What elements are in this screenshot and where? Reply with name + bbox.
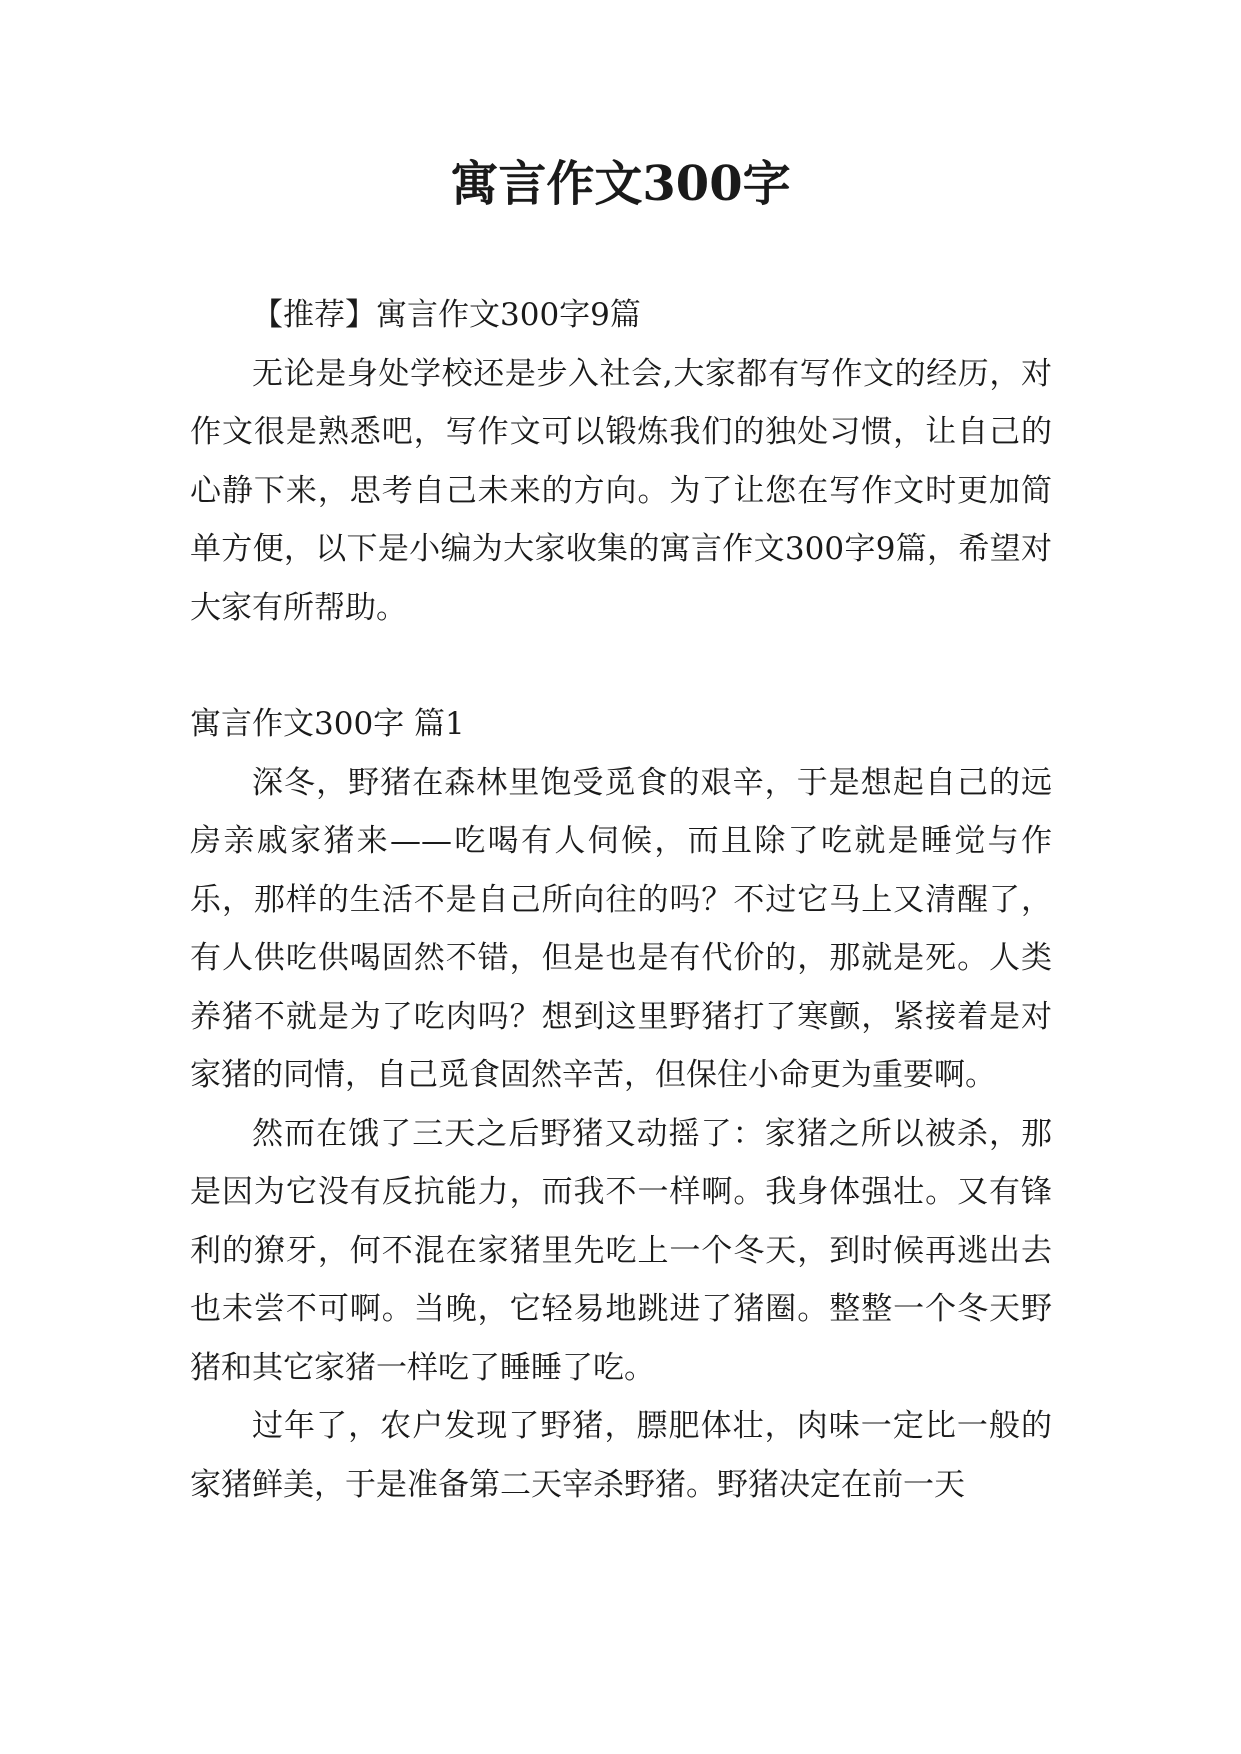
page-title: 寓言作文300字: [450, 156, 791, 212]
section-heading: 寓言作文300字 篇1: [190, 706, 465, 742]
body-paragraph-1: 深冬，野猪在森林里饱受觅食的艰辛，于是想起自己的远房亲戚家猪来——吃喝有人伺候，而且除了吃就是睡觉与作乐，那样的生活不是自己所向往的吗？不过它马上又清醒了，有人供吃供喝固然不错，但是也是有代价的，那就是死。人类养猪不就是为了吃肉吗？想到这里野猪打了寒颤，紧接着是对家猪的同情，自己觅食固然辛苦，但保住小命更为重要啊。: [190, 764, 1052, 1093]
body-paragraph-2: 然而在饿了三天之后野猪又动摇了：家猪之所以被杀，那是因为它没有反抗能力，而我不一样啊。我身体强壮。又有锋利的獠牙，何不混在家猪里先吃上一个冬天，到时候再逃出去也未尝不可啊。当晚，它轻易地跳进了猪圈。整整一个冬天野猪和其它家猪一样吃了睡睡了吃。: [190, 1115, 1052, 1386]
recommend-line: 【推荐】寓言作文300字9篇: [252, 297, 641, 333]
section-spacer: [190, 637, 1052, 695]
intro-paragraph: 无论是身处学校还是步入社会,大家都有写作文的经历，对作文很是熟悉吧，写作文可以锻炼我们的独处习惯，让自己的心静下来，思考自己未来的方向。为了让您在写作文时更加简单方便，以下是小编为大家收集的寓言作文300字9篇，希望对大家有所帮助。: [190, 355, 1052, 626]
document-body: [190, 286, 1052, 1514]
body-paragraph-3: 过年了，农户发现了野猪，膘肥体壮，肉味一定比一般的家猪鲜美，于是准备第二天宰杀野猪。野猪决定在前一天: [190, 1408, 1052, 1503]
